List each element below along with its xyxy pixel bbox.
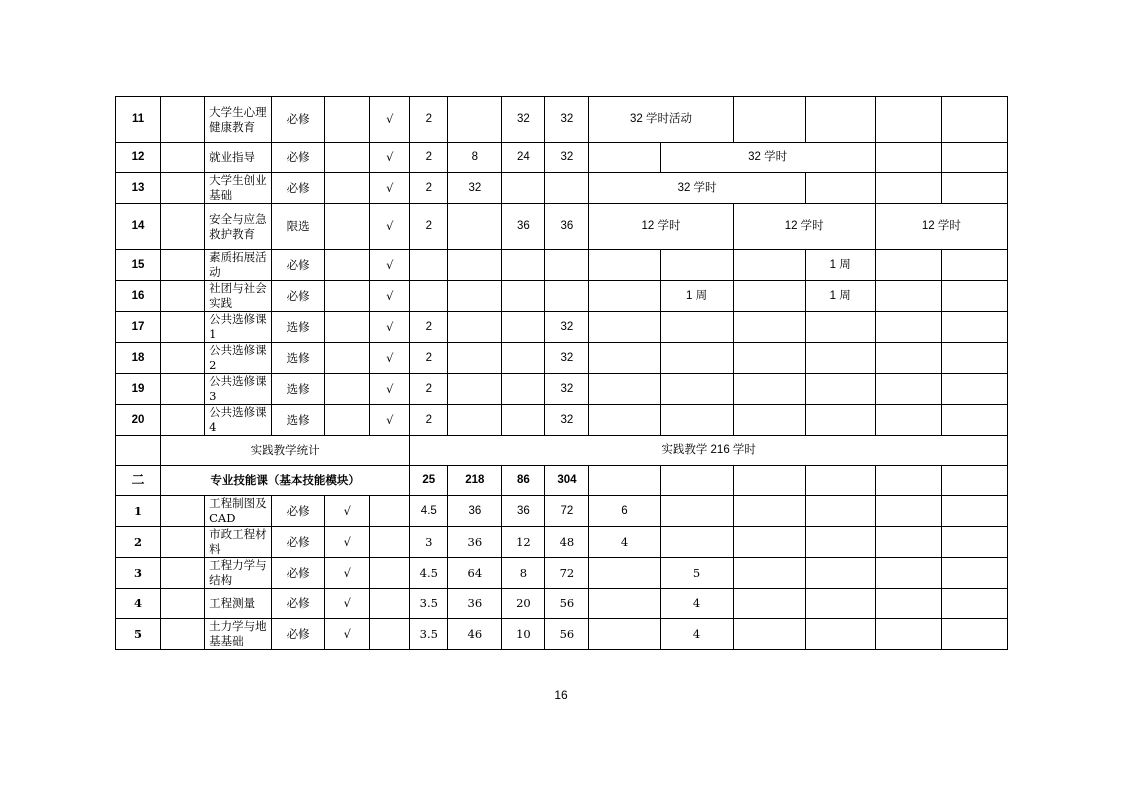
row-number: 5	[116, 619, 161, 650]
theory-hours: 46	[448, 619, 502, 650]
practice-stat-row	[116, 436, 1008, 466]
practice-hours: 10	[502, 619, 545, 650]
total-hours	[545, 173, 589, 204]
course-type: 选修	[272, 374, 325, 405]
course-type: 必修	[272, 527, 325, 558]
practice-stat-value: 实践教学 216 学时	[410, 436, 1008, 466]
theory-hours	[448, 204, 502, 250]
section-number: 二	[116, 466, 161, 496]
page-number: 16	[554, 688, 568, 702]
credit: 2	[410, 374, 448, 405]
check-mark	[370, 496, 410, 527]
check-mark	[325, 312, 370, 343]
course-type: 选修	[272, 343, 325, 374]
theory-hours: 32	[448, 173, 502, 204]
check-mark: √	[325, 589, 370, 619]
table-row	[116, 527, 1008, 558]
check-mark: √	[370, 204, 410, 250]
table-row	[116, 250, 1008, 281]
row-number: 1	[116, 496, 161, 527]
check-mark	[370, 527, 410, 558]
total-hours: 56	[545, 589, 589, 619]
practice-hours	[502, 374, 545, 405]
check-mark: √	[370, 312, 410, 343]
total-hours: 72	[545, 558, 589, 589]
semester-arrangement: 12 学时	[875, 204, 1007, 250]
table-row	[116, 589, 1008, 619]
theory-hours: 36	[448, 527, 502, 558]
theory-hours	[448, 405, 502, 436]
check-mark	[325, 97, 370, 143]
section-header-row	[116, 466, 1008, 496]
course-type: 必修	[272, 558, 325, 589]
section-total: 304	[545, 466, 589, 496]
total-hours: 32	[545, 143, 589, 173]
theory-hours: 64	[448, 558, 502, 589]
check-mark	[325, 204, 370, 250]
theory-hours: 36	[448, 496, 502, 527]
practice-hours: 36	[502, 204, 545, 250]
practice-hours: 12	[502, 527, 545, 558]
check-mark: √	[325, 558, 370, 589]
theory-hours: 36	[448, 589, 502, 619]
check-mark	[325, 343, 370, 374]
row-number: 2	[116, 527, 161, 558]
course-type: 选修	[272, 312, 325, 343]
check-mark: √	[370, 97, 410, 143]
semester-arrangement: 32 学时活动	[589, 97, 733, 143]
semester-4: 1 周	[805, 250, 875, 281]
course-name: 大学生创业基础	[205, 173, 272, 204]
course-name: 公共选修课 2	[205, 343, 272, 374]
practice-stat-label: 实践教学统计	[161, 436, 410, 466]
table-row	[116, 143, 1008, 173]
section-practice: 86	[502, 466, 545, 496]
semester-arrangement: 32 学时	[660, 143, 875, 173]
total-hours	[545, 250, 589, 281]
row-number: 13	[116, 173, 161, 204]
row-number: 16	[116, 281, 161, 312]
check-mark	[325, 250, 370, 281]
row-number: 12	[116, 143, 161, 173]
semester-1: 4	[589, 527, 660, 558]
total-hours: 32	[545, 405, 589, 436]
check-mark: √	[370, 173, 410, 204]
theory-hours	[448, 374, 502, 405]
course-type: 必修	[272, 496, 325, 527]
table-row	[116, 173, 1008, 204]
course-type: 必修	[272, 97, 325, 143]
course-name: 素质拓展活动	[205, 250, 272, 281]
semester-2: 1 周	[660, 281, 733, 312]
course-type: 必修	[272, 619, 325, 650]
course-name: 公共选修课 3	[205, 374, 272, 405]
table-row	[116, 312, 1008, 343]
credit: 3.5	[410, 619, 448, 650]
course-plan-table	[115, 96, 1008, 650]
semester-4: 1 周	[805, 281, 875, 312]
practice-hours	[502, 405, 545, 436]
total-hours: 48	[545, 527, 589, 558]
check-mark	[325, 374, 370, 405]
credit: 3	[410, 527, 448, 558]
row-number: 18	[116, 343, 161, 374]
theory-hours	[448, 312, 502, 343]
credit: 3.5	[410, 589, 448, 619]
course-type: 必修	[272, 589, 325, 619]
check-mark	[325, 173, 370, 204]
semester-arrangement: 12 学时	[733, 204, 875, 250]
course-name: 工程力学与结构	[205, 558, 272, 589]
practice-hours	[502, 312, 545, 343]
practice-hours	[502, 343, 545, 374]
total-hours: 32	[545, 312, 589, 343]
check-mark: √	[325, 527, 370, 558]
credit: 2	[410, 312, 448, 343]
practice-hours	[502, 173, 545, 204]
table-row	[116, 496, 1008, 527]
table-row	[116, 343, 1008, 374]
table-row	[116, 97, 1008, 143]
total-hours: 32	[545, 97, 589, 143]
course-type: 必修	[272, 143, 325, 173]
practice-hours: 36	[502, 496, 545, 527]
check-mark	[325, 281, 370, 312]
row-number: 14	[116, 204, 161, 250]
credit: 2	[410, 405, 448, 436]
course-type: 选修	[272, 405, 325, 436]
table-row	[116, 558, 1008, 589]
practice-hours: 24	[502, 143, 545, 173]
section-title: 专业技能课（基本技能模块）	[161, 466, 410, 496]
total-hours: 36	[545, 204, 589, 250]
table-row	[116, 405, 1008, 436]
course-name: 公共选修课 4	[205, 405, 272, 436]
course-name: 工程制图及 CAD	[205, 496, 272, 527]
practice-hours	[502, 250, 545, 281]
course-type: 必修	[272, 281, 325, 312]
semester-arrangement: 12 学时	[589, 204, 733, 250]
theory-hours	[448, 97, 502, 143]
credit: 2	[410, 143, 448, 173]
check-mark	[325, 405, 370, 436]
course-type: 限选	[272, 204, 325, 250]
course-type: 必修	[272, 250, 325, 281]
credit: 2	[410, 173, 448, 204]
practice-hours	[502, 281, 545, 312]
credit	[410, 250, 448, 281]
theory-hours	[448, 250, 502, 281]
course-name: 市政工程材料	[205, 527, 272, 558]
table-row	[116, 281, 1008, 312]
check-mark	[325, 143, 370, 173]
row-number: 15	[116, 250, 161, 281]
section-credit: 25	[410, 466, 448, 496]
theory-hours	[448, 281, 502, 312]
check-mark: √	[370, 405, 410, 436]
practice-hours: 32	[502, 97, 545, 143]
course-name: 安全与应急救护教育	[205, 204, 272, 250]
check-mark: √	[370, 143, 410, 173]
check-mark	[370, 558, 410, 589]
theory-hours: 8	[448, 143, 502, 173]
theory-hours	[448, 343, 502, 374]
credit	[410, 281, 448, 312]
row-number: 19	[116, 374, 161, 405]
table-row	[116, 619, 1008, 650]
check-mark: √	[370, 374, 410, 405]
course-name: 就业指导	[205, 143, 272, 173]
row-number: 17	[116, 312, 161, 343]
check-mark: √	[370, 343, 410, 374]
check-mark: √	[370, 281, 410, 312]
total-hours	[545, 281, 589, 312]
section-theory: 218	[448, 466, 502, 496]
credit: 4.5	[410, 496, 448, 527]
total-hours: 72	[545, 496, 589, 527]
row-number: 3	[116, 558, 161, 589]
course-name: 大学生心理健康教育	[205, 97, 272, 143]
row-number: 20	[116, 405, 161, 436]
table-row	[116, 374, 1008, 405]
course-name: 工程测量	[205, 589, 272, 619]
table-row	[116, 204, 1008, 250]
practice-hours: 20	[502, 589, 545, 619]
check-mark: √	[370, 250, 410, 281]
row-number: 4	[116, 589, 161, 619]
row-number: 11	[116, 97, 161, 143]
total-hours: 56	[545, 619, 589, 650]
semester-arrangement: 32 学时	[589, 173, 805, 204]
total-hours: 32	[545, 374, 589, 405]
credit: 2	[410, 97, 448, 143]
semester-2: 4	[660, 619, 733, 650]
semester-2: 4	[660, 589, 733, 619]
practice-hours: 8	[502, 558, 545, 589]
check-mark: √	[325, 496, 370, 527]
course-name: 社团与社会实践	[205, 281, 272, 312]
credit: 2	[410, 343, 448, 374]
total-hours: 32	[545, 343, 589, 374]
semester-2: 5	[660, 558, 733, 589]
check-mark: √	[325, 619, 370, 650]
semester-1: 6	[589, 496, 660, 527]
course-type: 必修	[272, 173, 325, 204]
course-name: 土力学与地基基础	[205, 619, 272, 650]
check-mark	[370, 589, 410, 619]
course-name: 公共选修课 1	[205, 312, 272, 343]
credit: 2	[410, 204, 448, 250]
check-mark	[370, 619, 410, 650]
credit: 4.5	[410, 558, 448, 589]
